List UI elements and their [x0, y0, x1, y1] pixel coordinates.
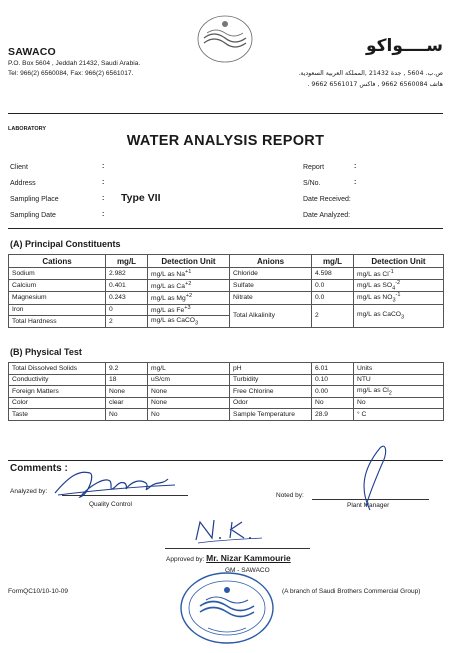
physical-unit: No [148, 409, 230, 421]
anion-name: Sulfate [230, 279, 312, 292]
company-name: SAWACO [8, 46, 56, 58]
sno-label: S/No. [303, 180, 321, 187]
report-label: Report [303, 164, 325, 171]
report-colon: : [354, 163, 357, 170]
table-row [9, 374, 444, 386]
date-received-label: Date Received: [303, 196, 351, 203]
comments-label: Comments : [10, 463, 68, 474]
company-address: P.O. Box 5604 , Jeddah 21432, Saudi Arabia. [8, 60, 141, 67]
principal-header-row [9, 255, 444, 268]
table-row [9, 363, 444, 375]
physical-param: pH [230, 363, 312, 375]
physical-value: 0.10 [312, 374, 354, 386]
physical-table [8, 362, 444, 421]
anion-unit: mg/L as $Cl^{-1}$ [354, 268, 444, 280]
address-colon: : [102, 179, 105, 186]
anion-value: 0.0 [312, 292, 354, 305]
date-analyzed-label: Date Analyzed: [303, 212, 351, 219]
anion-unit: mg/L as CaCO$_3$ [354, 304, 444, 327]
header-anion-mgl: mg/L [312, 255, 354, 268]
sno-colon: : [354, 179, 357, 186]
cation-value: 0.401 [106, 279, 148, 292]
cation-unit: mg/L as $Fe^{+3}$ [148, 304, 230, 316]
sampling-date-label: Sampling Date [10, 212, 56, 219]
physical-param: Color [9, 397, 106, 409]
anion-value: 2 [312, 304, 354, 327]
client-colon: : [102, 163, 105, 170]
company-stamp [178, 570, 276, 646]
cation-name: Sodium [9, 268, 106, 280]
approver-title: GM - SAWACO [225, 567, 270, 574]
branch-note: (A branch of Saudi Brothers Commercial Group) [282, 588, 421, 595]
physical-value: 6.01 [312, 363, 354, 375]
analyzed-by-label: Analyzed by: [10, 488, 48, 495]
anion-unit: mg/L as $SO_4^{-2}$ [354, 279, 444, 292]
header-anion-unit: Detection Unit [354, 255, 444, 268]
plant-manager-label: Plant Manager [347, 502, 390, 509]
anion-name: Nitrate [230, 292, 312, 305]
table-row [9, 409, 444, 421]
physical-unit: Units [354, 363, 444, 375]
physical-param: Sample Temperature [230, 409, 312, 421]
physical-unit: No [354, 397, 444, 409]
physical-unit: uS/cm [148, 374, 230, 386]
physical-value: None [106, 386, 148, 398]
approved-signature-line [165, 548, 310, 549]
physical-value: No [106, 409, 148, 421]
physical-value: 9.2 [106, 363, 148, 375]
report-title: WATER ANALYSIS REPORT [126, 133, 325, 149]
arabic-address: ص.ب. 5604 , جدة 21432 ,المملكة العربية السعودية. [298, 70, 443, 77]
company-contact: Tel: 966(2) 6560084, Fax: 966(2) 6561017. [8, 70, 134, 77]
physical-param: Odor [230, 397, 312, 409]
principal-section-title: (A) Principal Constituents [10, 239, 121, 249]
physical-unit: NTU [354, 374, 444, 386]
arabic-contact: هاتف 6560084 9662 , فاكس 6561017 9662 . [307, 81, 443, 88]
cation-name: Iron [9, 304, 106, 316]
info-divider [8, 228, 443, 229]
physical-param: Free Chlorine [230, 386, 312, 398]
sampling-place-colon: : [102, 195, 105, 202]
physical-unit: ° C [354, 409, 444, 421]
sawaco-logo [180, 10, 270, 68]
cation-value: 2.982 [106, 268, 148, 280]
cation-value: 0 [106, 304, 148, 316]
table-row [9, 304, 444, 316]
physical-param: Conductivity [9, 374, 106, 386]
sampling-place-label: Sampling Place [10, 196, 59, 203]
cation-name: Calcium [9, 279, 106, 292]
form-code: FormQC10/10-10-09 [8, 588, 68, 595]
physical-section-title: (B) Physical Test [10, 347, 82, 357]
physical-value: clear [106, 397, 148, 409]
cation-value: 2 [106, 316, 148, 328]
header-cation-unit: Detection Unit [148, 255, 230, 268]
physical-param: Taste [9, 409, 106, 421]
table-row [9, 268, 444, 280]
table-row [9, 292, 444, 305]
cation-unit: mg/L as CaCO$_3$ [148, 316, 230, 328]
anion-name: Total Alkalinity [230, 304, 312, 327]
header-cations: Cations [9, 255, 106, 268]
cation-unit: mg/L as $Mg^{+2}$ [148, 292, 230, 305]
physical-value: No [312, 397, 354, 409]
approver-name: Mr. Nizar Kammourie [206, 553, 291, 563]
header-divider [8, 113, 443, 114]
noted-by-label: Noted by: [276, 492, 304, 499]
plant-manager-signature [350, 440, 395, 512]
cation-unit: mg/L as $Ca^{+2}$ [148, 279, 230, 292]
physical-param: Turbidity [230, 374, 312, 386]
approved-by-label: Approved by: Mr. Nizar Kammourie [166, 553, 291, 563]
anion-value: 0.0 [312, 279, 354, 292]
physical-value: 28.9 [312, 409, 354, 421]
anion-unit: mg/L as $NO_3^{-1}$ [354, 292, 444, 305]
section-label: LABORATORY [8, 126, 47, 132]
physical-param: Total Dissolved Solids [9, 363, 106, 375]
physical-value: 18 [106, 374, 148, 386]
approver-signature [190, 516, 270, 546]
sampling-date-colon: : [102, 211, 105, 218]
physical-unit: None [148, 386, 230, 398]
physical-unit: mg/L [148, 363, 230, 375]
principal-table [8, 254, 444, 328]
cation-name: Magnesium [9, 292, 106, 305]
address-label: Address [10, 180, 36, 187]
table-row [9, 279, 444, 292]
physical-unit: None [148, 397, 230, 409]
table-row [9, 397, 444, 409]
physical-param: Foreign Matters [9, 386, 106, 398]
header-anions: Anions [230, 255, 312, 268]
cation-name: Total Hardness [9, 316, 106, 328]
physical-value: 0.00 [312, 386, 354, 398]
quality-control-signature [50, 465, 180, 505]
physical-unit: mg/L as $Cl_2$ [354, 386, 444, 398]
cation-unit: mg/L as $Na^{+1}$ [148, 268, 230, 280]
header-cation-mgl: mg/L [106, 255, 148, 268]
anion-value: 4.598 [312, 268, 354, 280]
anion-name: Chloride [230, 268, 312, 280]
quality-control-label: Quality Control [89, 501, 132, 508]
arabic-company-name: ســــواكو [366, 36, 443, 56]
client-label: Client [10, 164, 28, 171]
table-row [9, 386, 444, 398]
sampling-place-value: Type VII [121, 192, 161, 204]
cation-value: 0.243 [106, 292, 148, 305]
